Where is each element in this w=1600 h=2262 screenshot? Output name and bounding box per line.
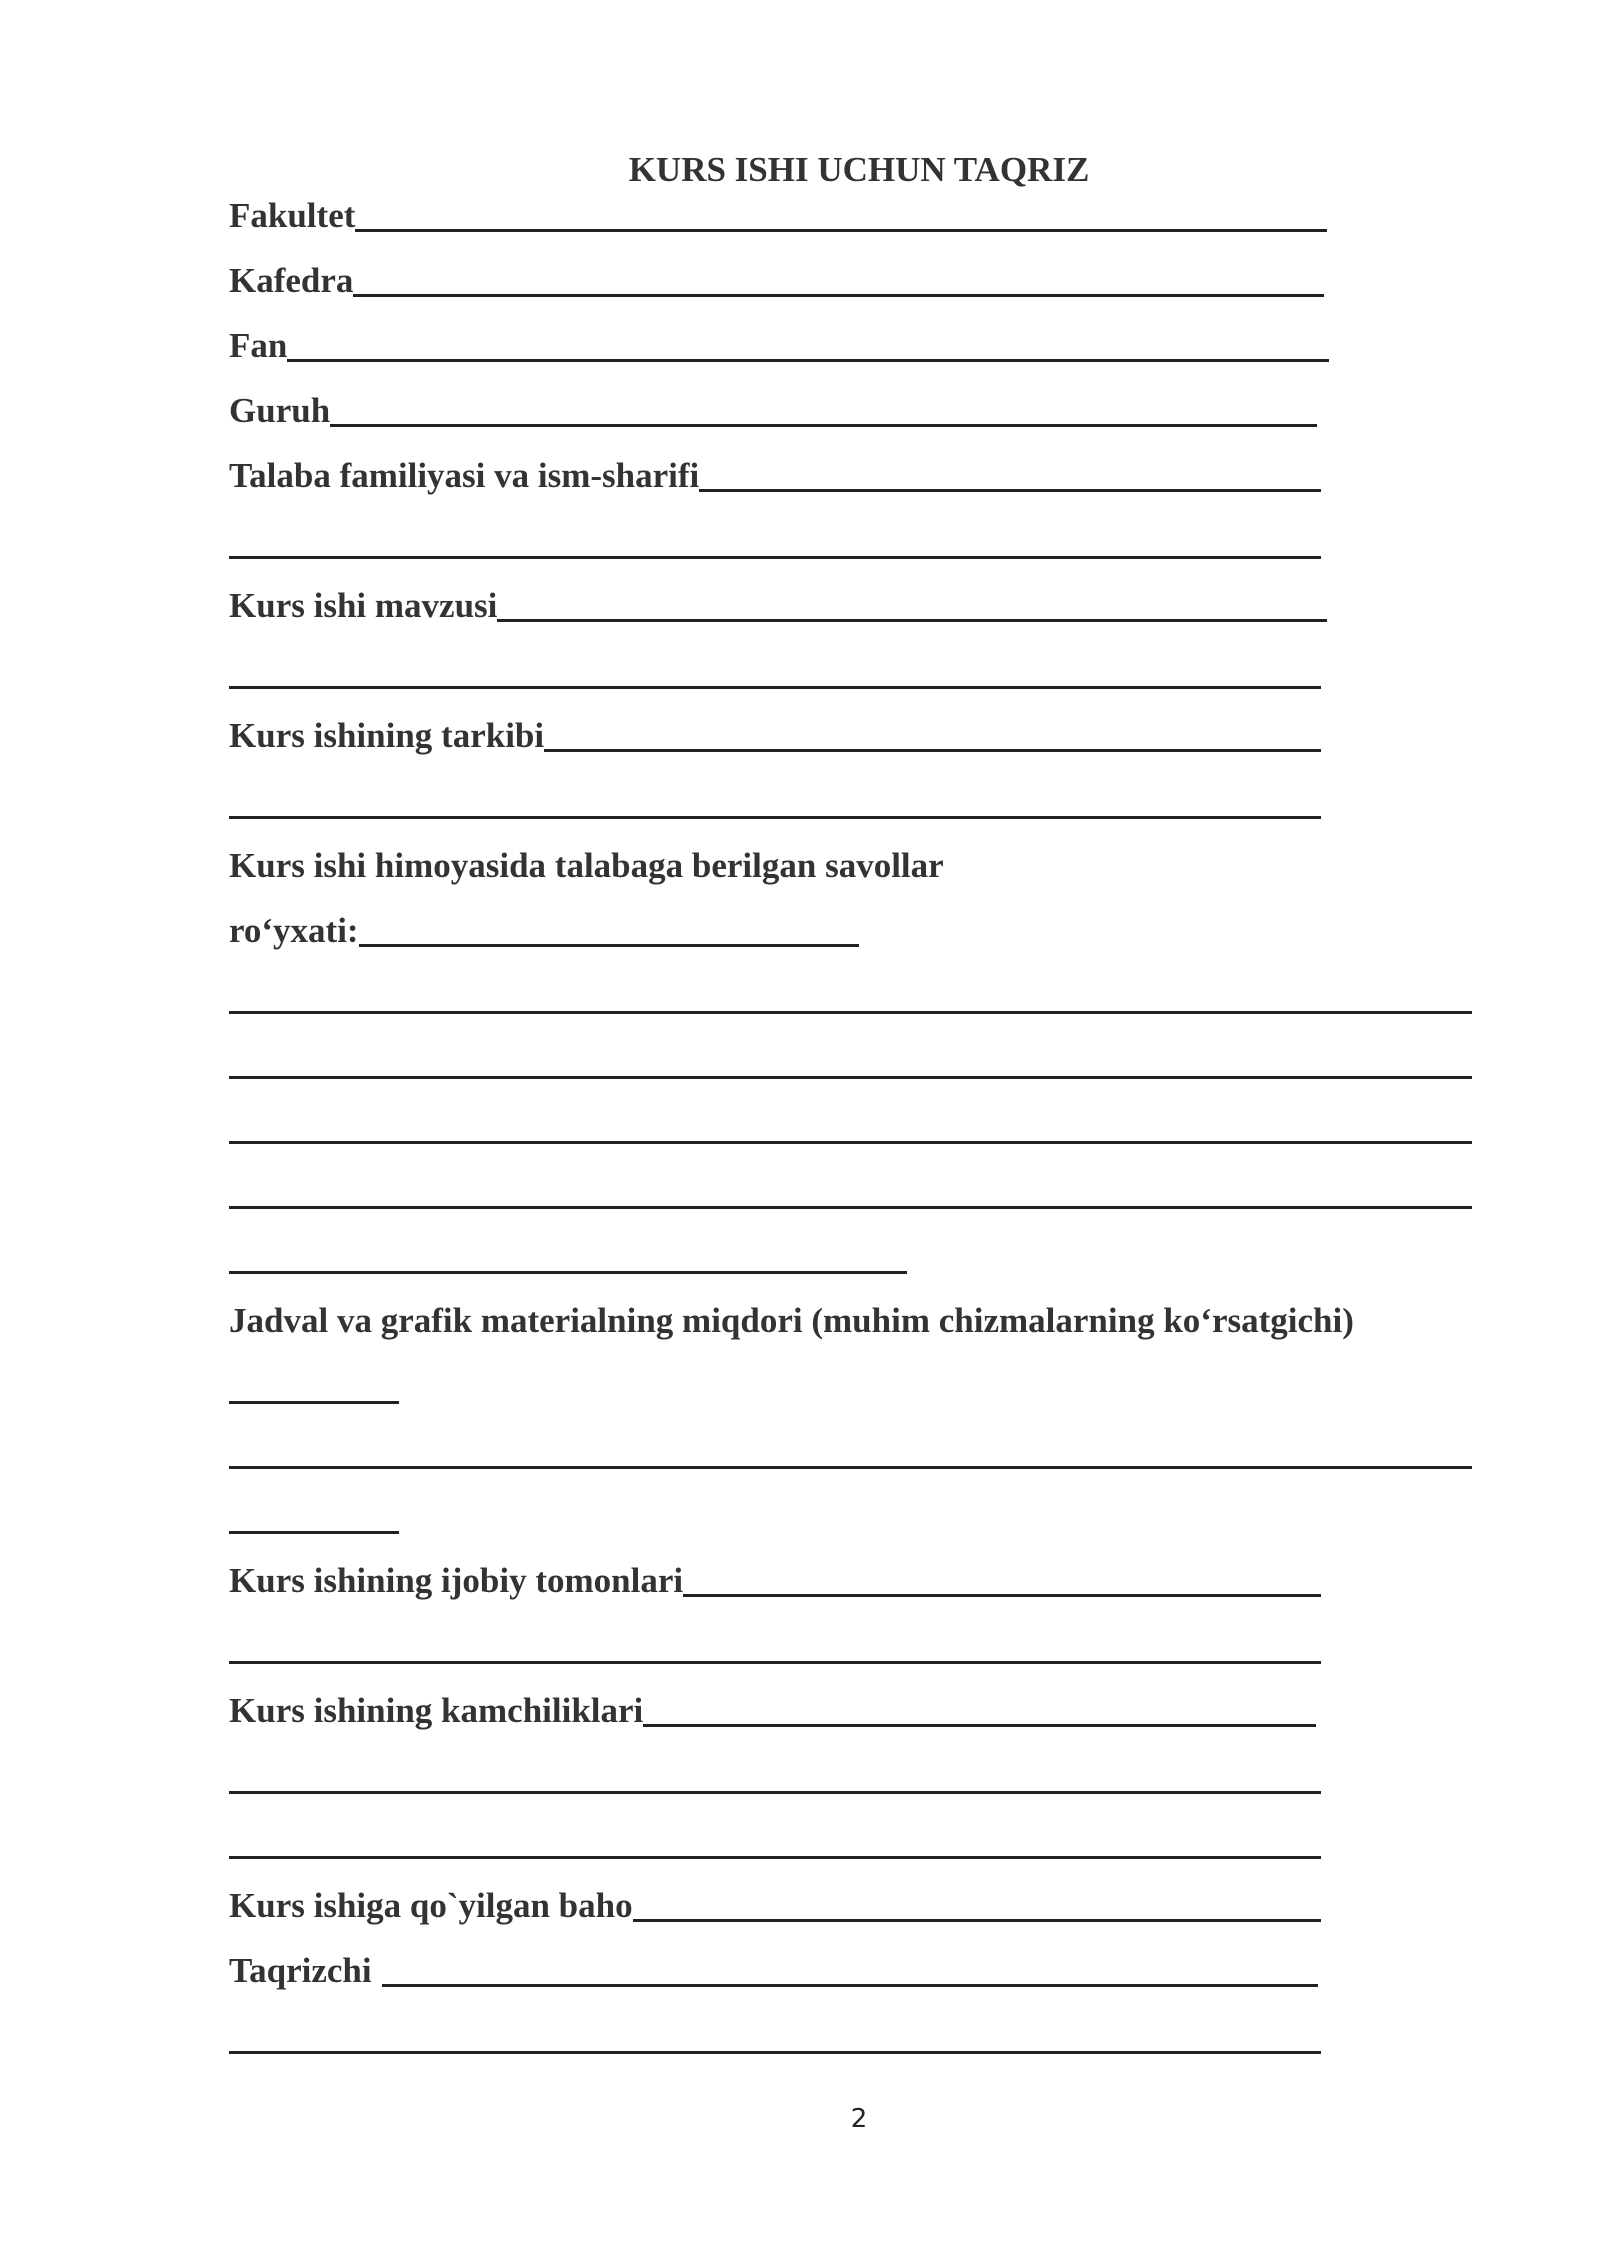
blank-line[interactable]	[229, 556, 1321, 559]
field-jadval-label: Jadval va grafik materialning miqdori (muhim chizmalarning ko‘rsatgichi)	[229, 1301, 1354, 1340]
field-baho	[229, 1880, 1321, 1928]
field-taqrizchi	[229, 1945, 1318, 1993]
field-mavzu-label: Kurs ishi mavzusi	[229, 586, 498, 625]
field-guruh-label: Guruh	[229, 391, 331, 430]
blank-line[interactable]	[229, 1466, 1472, 1469]
field-jadval	[229, 1295, 1529, 1343]
field-kamchilik	[229, 1685, 1316, 1733]
field-kamchilik-line[interactable]	[643, 1724, 1316, 1727]
field-savollar-label-line2: ro‘yxati:	[229, 911, 359, 950]
blank-line[interactable]	[229, 1531, 399, 1534]
field-tarkib	[229, 710, 1321, 758]
blank-line[interactable]	[229, 1076, 1472, 1079]
field-fan-label: Fan	[229, 326, 288, 365]
document-title: KURS ISHI UCHUN TAQRIZ	[628, 150, 1090, 189]
field-baho-label: Kurs ishiga qo`yilgan baho	[229, 1886, 633, 1925]
field-kafedra-line[interactable]	[353, 294, 1324, 297]
field-tarkib-line[interactable]	[544, 749, 1321, 752]
field-taqrizchi-label: Taqrizchi	[229, 1951, 372, 1990]
field-talaba	[229, 450, 1321, 498]
field-ijobiy	[229, 1555, 1321, 1603]
field-talaba-label: Talaba familiyasi va ism-sharifi	[229, 456, 700, 495]
blank-line[interactable]	[229, 1011, 1472, 1014]
blank-line[interactable]	[229, 1856, 1321, 1859]
field-ijobiy-line[interactable]	[683, 1594, 1321, 1597]
field-savollar-heading	[229, 840, 1321, 888]
blank-line[interactable]	[229, 1401, 399, 1404]
field-savollar-label-line1: Kurs ishi himoyasida talabaga berilgan savollar	[229, 846, 944, 885]
field-mavzu	[229, 580, 1327, 628]
field-mavzu-line[interactable]	[497, 619, 1327, 622]
field-ijobiy-label: Kurs ishining ijobiy tomonlari	[229, 1561, 684, 1600]
blank-line[interactable]	[229, 2051, 1321, 2054]
field-kamchilik-label: Kurs ishining kamchiliklari	[229, 1691, 644, 1730]
field-tarkib-label: Kurs ishining tarkibi	[229, 716, 545, 755]
field-fakultet	[229, 190, 1327, 238]
field-fakultet-line[interactable]	[355, 229, 1327, 232]
field-kafedra-label: Kafedra	[229, 261, 354, 300]
blank-line[interactable]	[229, 1141, 1472, 1144]
blank-line[interactable]	[229, 1791, 1321, 1794]
field-fan-line[interactable]	[287, 359, 1329, 362]
field-guruh	[229, 385, 1317, 433]
blank-line[interactable]	[229, 1206, 1472, 1209]
blank-line[interactable]	[229, 686, 1321, 689]
field-fakultet-label: Fakultet	[229, 196, 356, 235]
field-talaba-line[interactable]	[699, 489, 1321, 492]
page-number: 2	[850, 2104, 868, 2134]
field-savollar	[229, 905, 859, 953]
field-savollar-line[interactable]	[359, 944, 859, 947]
field-guruh-line[interactable]	[330, 424, 1317, 427]
blank-line[interactable]	[229, 1271, 907, 1274]
field-kafedra	[229, 255, 1324, 303]
field-baho-line[interactable]	[633, 1919, 1321, 1922]
blank-line[interactable]	[229, 1661, 1321, 1664]
field-fan	[229, 320, 1329, 368]
field-taqrizchi-line[interactable]	[382, 1984, 1318, 1987]
blank-line[interactable]	[229, 816, 1321, 819]
